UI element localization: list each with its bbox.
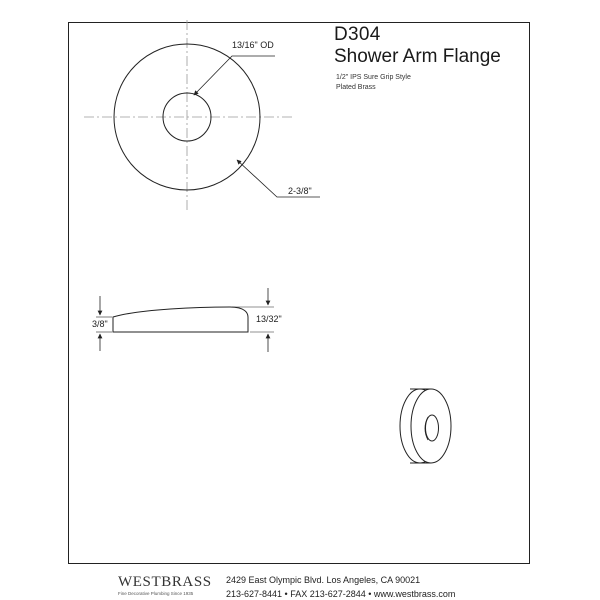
company-address: 2429 East Olympic Blvd. Los Angeles, CA 90021 (226, 575, 421, 585)
isometric-view (400, 389, 451, 463)
brand-logo: WESTBRASS (118, 574, 212, 590)
flange-profile (113, 307, 248, 332)
overall-height-label: 13/32" (256, 314, 282, 324)
part-number: D304 (334, 24, 381, 45)
company-contact: 213-627-8441 • FAX 213-627-2844 • www.westbrass.com (226, 589, 456, 599)
inner-diameter-label: 13/16" OD (232, 40, 274, 50)
spec-connection: 1/2" IPS Sure Grip Style (336, 74, 411, 81)
outer-diameter-label: 2-3/8" (288, 186, 312, 196)
spec-material: Plated Brass (336, 84, 376, 91)
iso-front-face (411, 389, 451, 463)
brand-tagline: Fine Decorative Plumbing Since 1935 (118, 591, 194, 596)
side-view (96, 288, 274, 352)
base-height-label: 3/8" (92, 319, 108, 329)
top-view (84, 20, 320, 210)
part-name: Shower Arm Flange (334, 46, 501, 67)
